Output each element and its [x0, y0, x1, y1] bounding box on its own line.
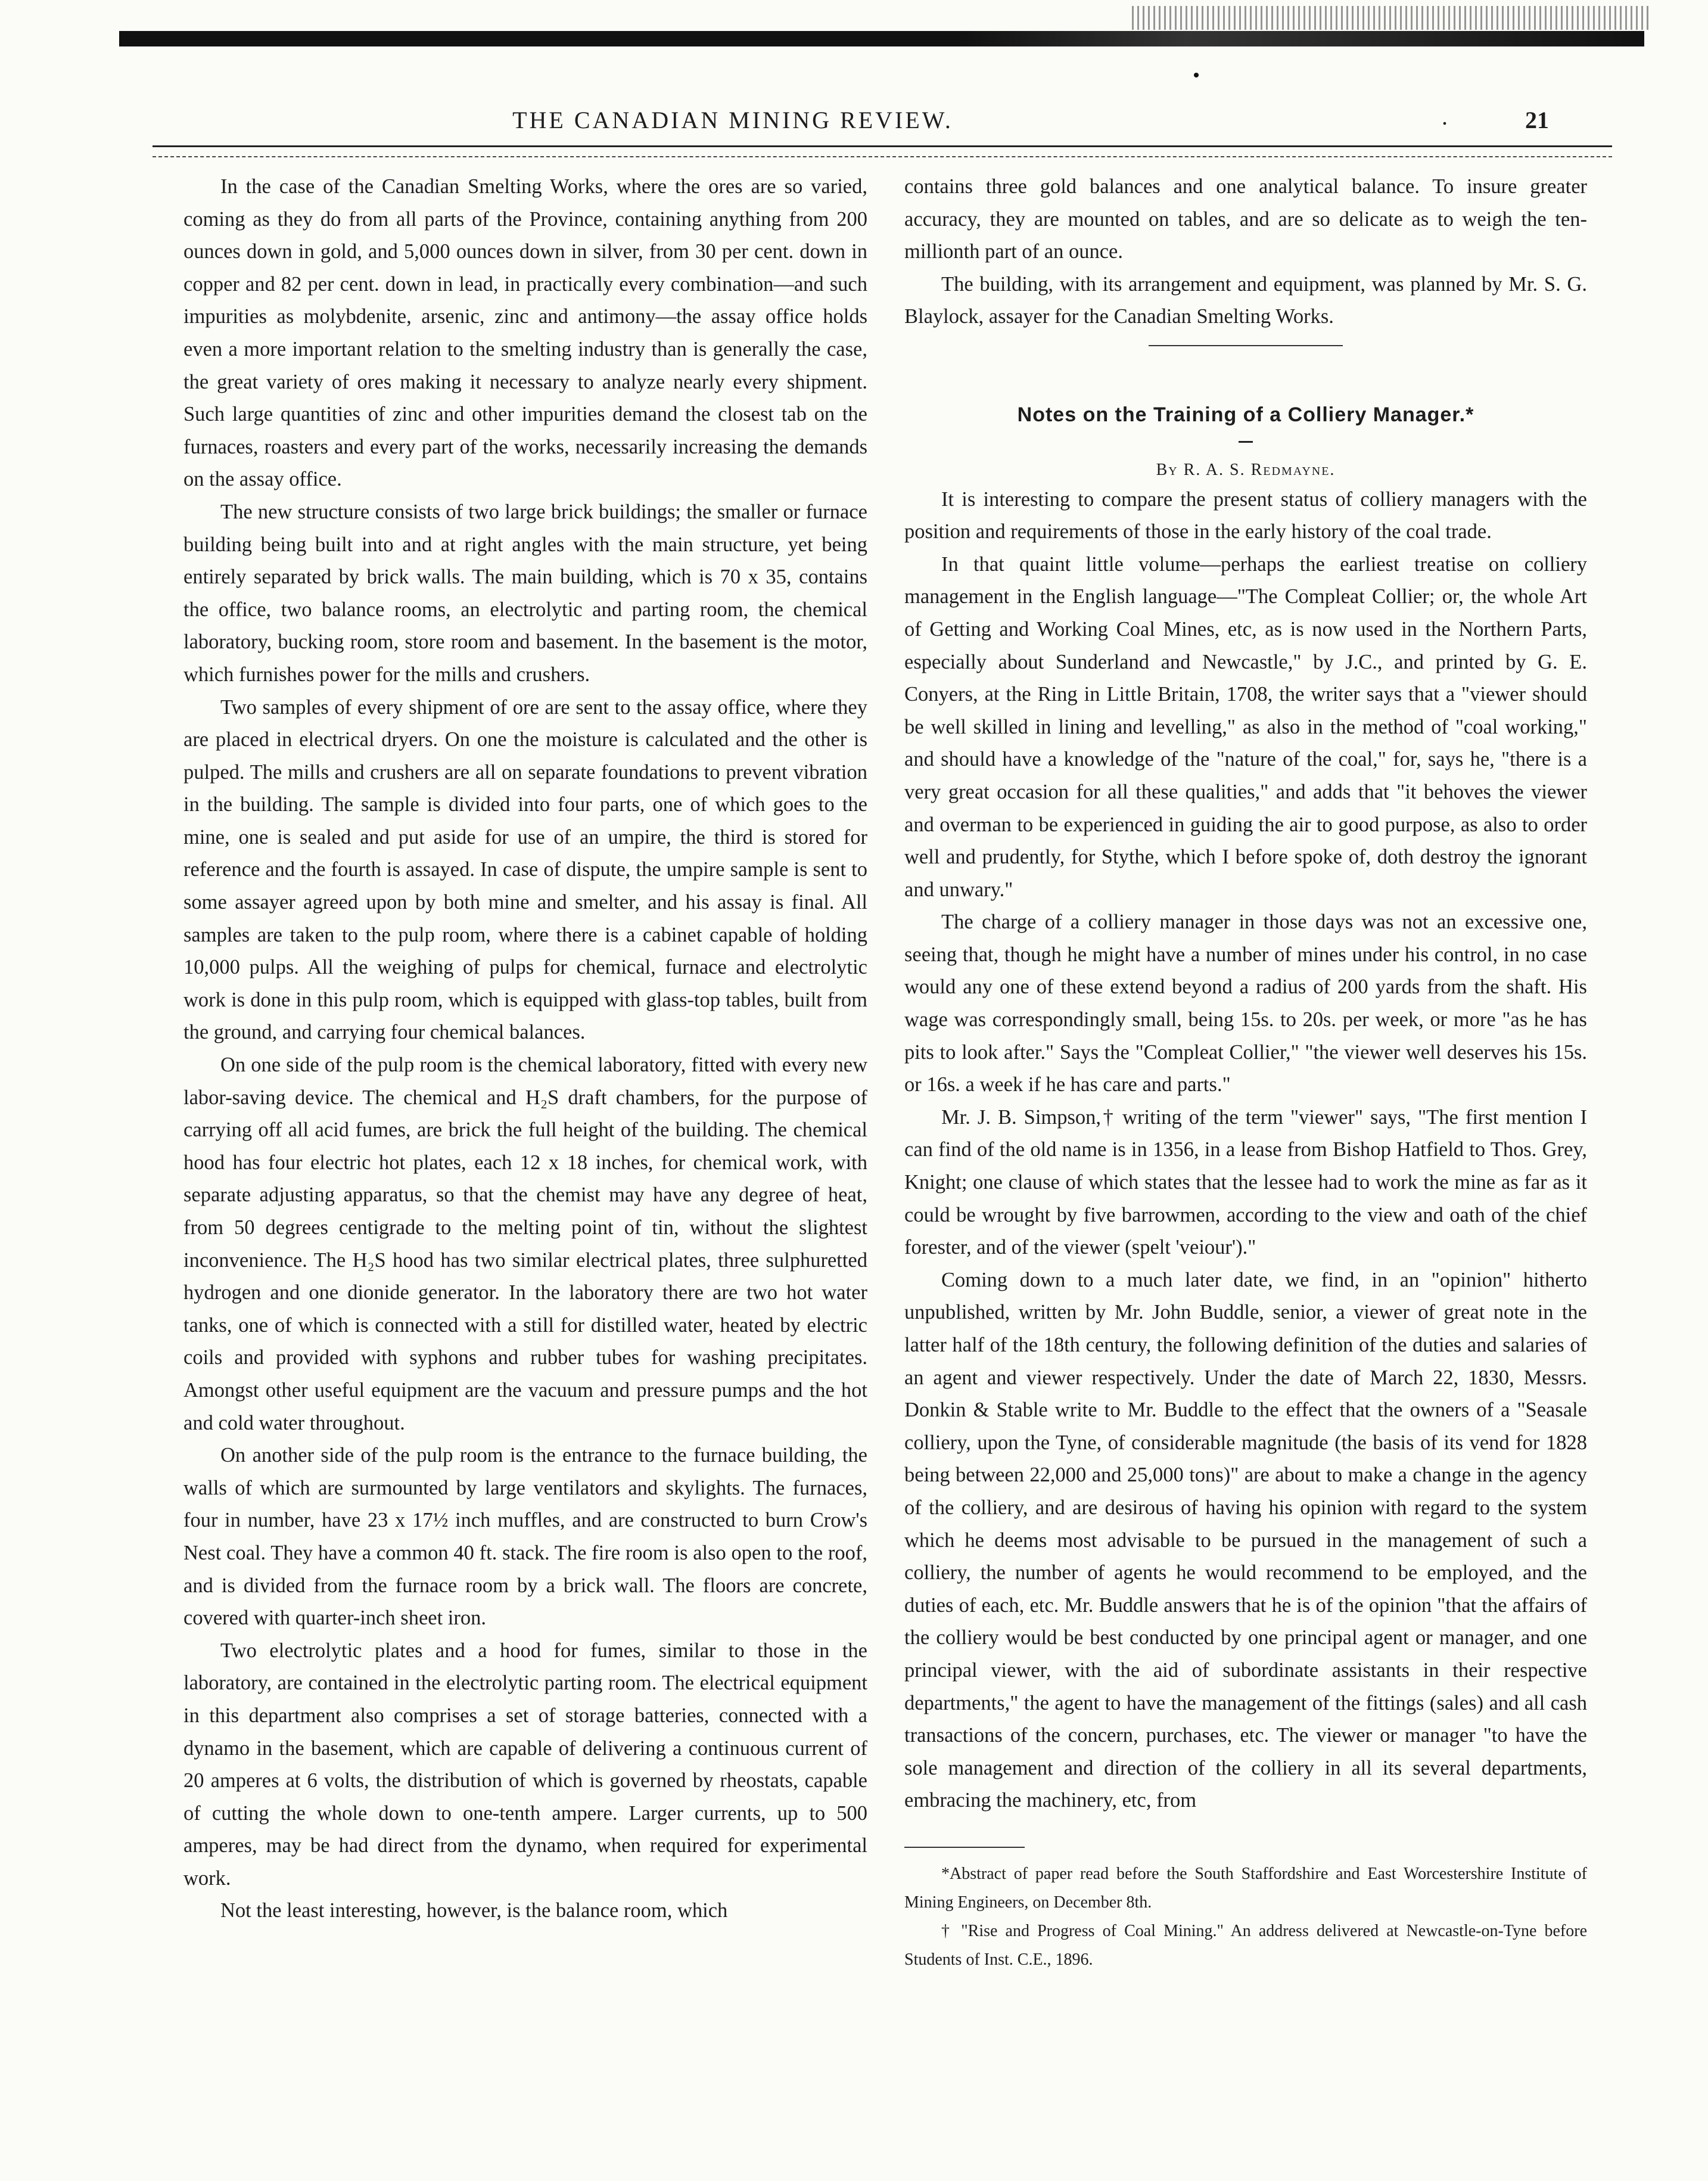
paragraph: In the case of the Canadian Smelting Works, where the ores are so varied, coming as they do from all parts of the Province, containing anything from 200 ounces down in gold, and 5,000 ounces down in silver, from 30 per cent. down in copper and 82 per cent. down in lead, in practically every combination—and such impurities as molybdenite, arsenic, zinc and antimony—the assay office holds even a more important relation to the smelting industry than is generally the case, the great variety of ores making it necessary to analyze nearly every shipment. Such large quantities of zinc and other impurities demand the closest tab on the furnaces, roasters and every part of the works, necessarily increasing the demands on the assay office.: [183, 175, 867, 491]
right-column: [904, 170, 1587, 1974]
paragraph: On one side of the pulp room is the chemical laboratory, fitted with every new labor-saving device. The chemical and H₂S draft chambers, for the purpose of carrying off all acid fumes, are brick the full height of the building. The chemical hood has four electric hot plates, each 12 x 18 inches, for chemical work, with separate adjusting apparatus, so that the chemist may have any degree of heat, from 50 degrees centigrade to the melting point of tin, without the slightest inconvenience. The H₂S hood has two similar electrical plates, three sulphuretted hydrogen and one dionide generator. In the laboratory there are two hot water tanks, one of which is connected with a still for distilled water, heated by electric coils and provided with syphons and rubber tubes for washing precipitates. Amongst other useful equipment are the vacuum and pressure pumps and the hot and cold water throughout.: [183, 1054, 867, 1434]
footnote: † "Rise and Progress of Coal Mining." An address delivered at Newcastle-on-Tyne before Students of Inst. C.E., 1896.: [904, 1921, 1587, 1969]
scan-top-border: [119, 31, 1644, 46]
header-rule-dashed: [153, 156, 1612, 157]
paragraph: Coming down to a much later date, we find, in an "opinion" hitherto unpublished, written by Mr. John Buddle, senior, a viewer of great note in the latter half of the 18th century, the following definition of the duties and salaries of an agent and viewer respectively. Under the date of March 22, 1830, Messrs. Donkin & Stable write to Mr. Buddle to the effect that the owners of a "Seasale colliery, upon the Tyne, of considerable magnitude (the basis of its vend for 1828 being between 22,000 and 25,000 tons)" are about to make a change in the agency of the colliery, and are desirous of having his opinion with regard to the system which he deems most advisable to be pursued in the management of such a colliery, the number of agents he would recommend to be employed, and the duties of each, etc. Mr. Buddle answers that he is of the opinion "that the affairs of the colliery would be best conducted by one principal agent or manager, and one principal viewer, with the aid of subordinate assistants in their respective departments," the agent to have the management of the fittings (sales) and all cash transactions of the concern, purchases, etc. The viewer or manager "to have the sole management and direction of the colliery in all its several departments, embracing the machinery, etc, from: [904, 1268, 1587, 1812]
paragraph: In that quaint little volume—perhaps the earliest treatise on colliery management in the English language—"The Compleat Collier; or, the whole Art of Getting and Working Coal Mines, etc, as is now used in the Northern Parts, especially about Sunderland and Newcastle," by J.C., and printed by G. E. Conyers, at the Ring in Little Britain, 1708, the writer says that a "viewer should be well skilled in lining and levelling," as also in the method of "coal working," and should have a knowledge of the "nature of the coal," for, says he, "there is a very great occasion for all these qualities," and adds that "it behoves the viewer and overman to be experienced in guiding the air to good purpose, as also to order well and prudently, for Stythe, which I before spoke of, doth destroy the ignorant and unwary.": [904, 552, 1587, 901]
running-header-dot: .: [1442, 103, 1448, 130]
section-divider: [1149, 345, 1343, 346]
ink-speck: [1194, 73, 1199, 77]
paragraph: contains three gold balances and one analytical balance. To insure greater accuracy, they are mounted on tables, and are so delicate as to weigh the ten-millionth part of an ounce.: [904, 175, 1587, 263]
paragraph: The new structure consists of two large brick buildings; the smaller or furnace building being built into and at right angles with the main structure, yet being entirely separated by brick walls. The main building, which is 70 x 35, contains the office, two balance rooms, an electrolytic and parting room, the chemical laboratory, bucking room, store room and basement. In the basement is the motor, which furnishes power for the mills and crushers.: [183, 500, 867, 686]
paragraph: On another side of the pulp room is the entrance to the furnace building, the walls of which are surmounted by large ventilators and skylights. The furnaces, four in number, have 23 x 17½ inch muffles, and are constructed to burn Crow's Nest coal. They have a common 40 ft. stack. The fire room is also open to the roof, and is divided from the furnace room by a brick wall. The floors are concrete, covered with quarter-inch sheet iron.: [183, 1444, 867, 1630]
footnote-rule: [904, 1847, 1025, 1848]
left-column: [183, 170, 867, 1927]
page-number: 21: [1525, 107, 1549, 133]
article-title: Notes on the Training of a Colliery Manager.*: [1017, 403, 1474, 426]
paragraph: Two electrolytic plates and a hood for fumes, similar to those in the laboratory, are contained in the electrolytic parting room. The electrical equipment in this department also comprises a set of storage batteries, connected with a dynamo in the basement, which are capable of delivering a continuous current of 20 amperes at 6 volts, the distribution of which is governed by rheostats, capable of cutting the whole down to one-tenth ampere. Larger currents, up to 500 amperes, may be had direct from the dynamo, when required for experimental work.: [183, 1639, 867, 1890]
footnote: *Abstract of paper read before the South Staffordshire and East Worcestershire Institute of Mining Engineers, on December 8th.: [904, 1864, 1587, 1912]
paragraph: Two samples of every shipment of ore are sent to the assay office, where they are placed in electrical dryers. On one the moisture is calculated and the other is pulped. The mills and crushers are all on separate foundations to prevent vibration in the building. The sample is divided into four parts, one of which goes to the mine, one is sealed and put aside for use of an umpire, the third is stored for reference and the fourth is assayed. In case of dispute, the umpire sample is sent to some assayer agreed upon by both mine and smelter, and his assay is final. All samples are taken to the pulp room, where there is a cabinet capable of holding 10,000 pulps. All the weighing of pulps for chemical, furnace and electrolytic work is done in this pulp room, which is equipped with glass-top tables, built from the ground, and carrying four chemical balances.: [183, 695, 867, 1044]
running-header-title: THE CANADIAN MINING REVIEW.: [512, 107, 953, 133]
paragraph: Not the least interesting, however, is the balance room, which: [220, 1899, 728, 1922]
title-dash: [1239, 441, 1253, 443]
footnotes: [904, 1860, 1587, 1974]
header-rule: [153, 145, 1612, 147]
paragraph: It is interesting to compare the present status of colliery managers with the position and requirements of those in the early history of the coal trade.: [904, 487, 1587, 543]
paragraph: Mr. J. B. Simpson,† writing of the term "viewer" says, "The first mention I can find of the old name is in 1356, in a lease from Bishop Hatfield to Thos. Grey, Knight; one clause of which states that the lessee had to work the mine as far as it could be wrought by five barrowmen, according to the view and oath of the chief forester, and of the viewer (spelt 'veiour').": [904, 1105, 1587, 1259]
paragraph: The building, with its arrangement and equipment, was planned by Mr. S. G. Blaylock, assayer for the Canadian Smelting Works.: [904, 272, 1587, 328]
article-byline: By R. A. S. Redmayne.: [1156, 460, 1336, 479]
paragraph: The charge of a colliery manager in those days was not an excessive one, seeing that, though he might have a number of mines under his control, in no case would any one of these extend beyond a radius of 200 yards from the shaft. His wage was correspondingly small, being 15s. to 20s. per week, or more "as he has pits to look after." Says the "Compleat Collier," "the viewer well deserves his 15s. or 16s. a week if he has care and parts.": [904, 911, 1587, 1096]
scan-noise: [1132, 6, 1650, 30]
